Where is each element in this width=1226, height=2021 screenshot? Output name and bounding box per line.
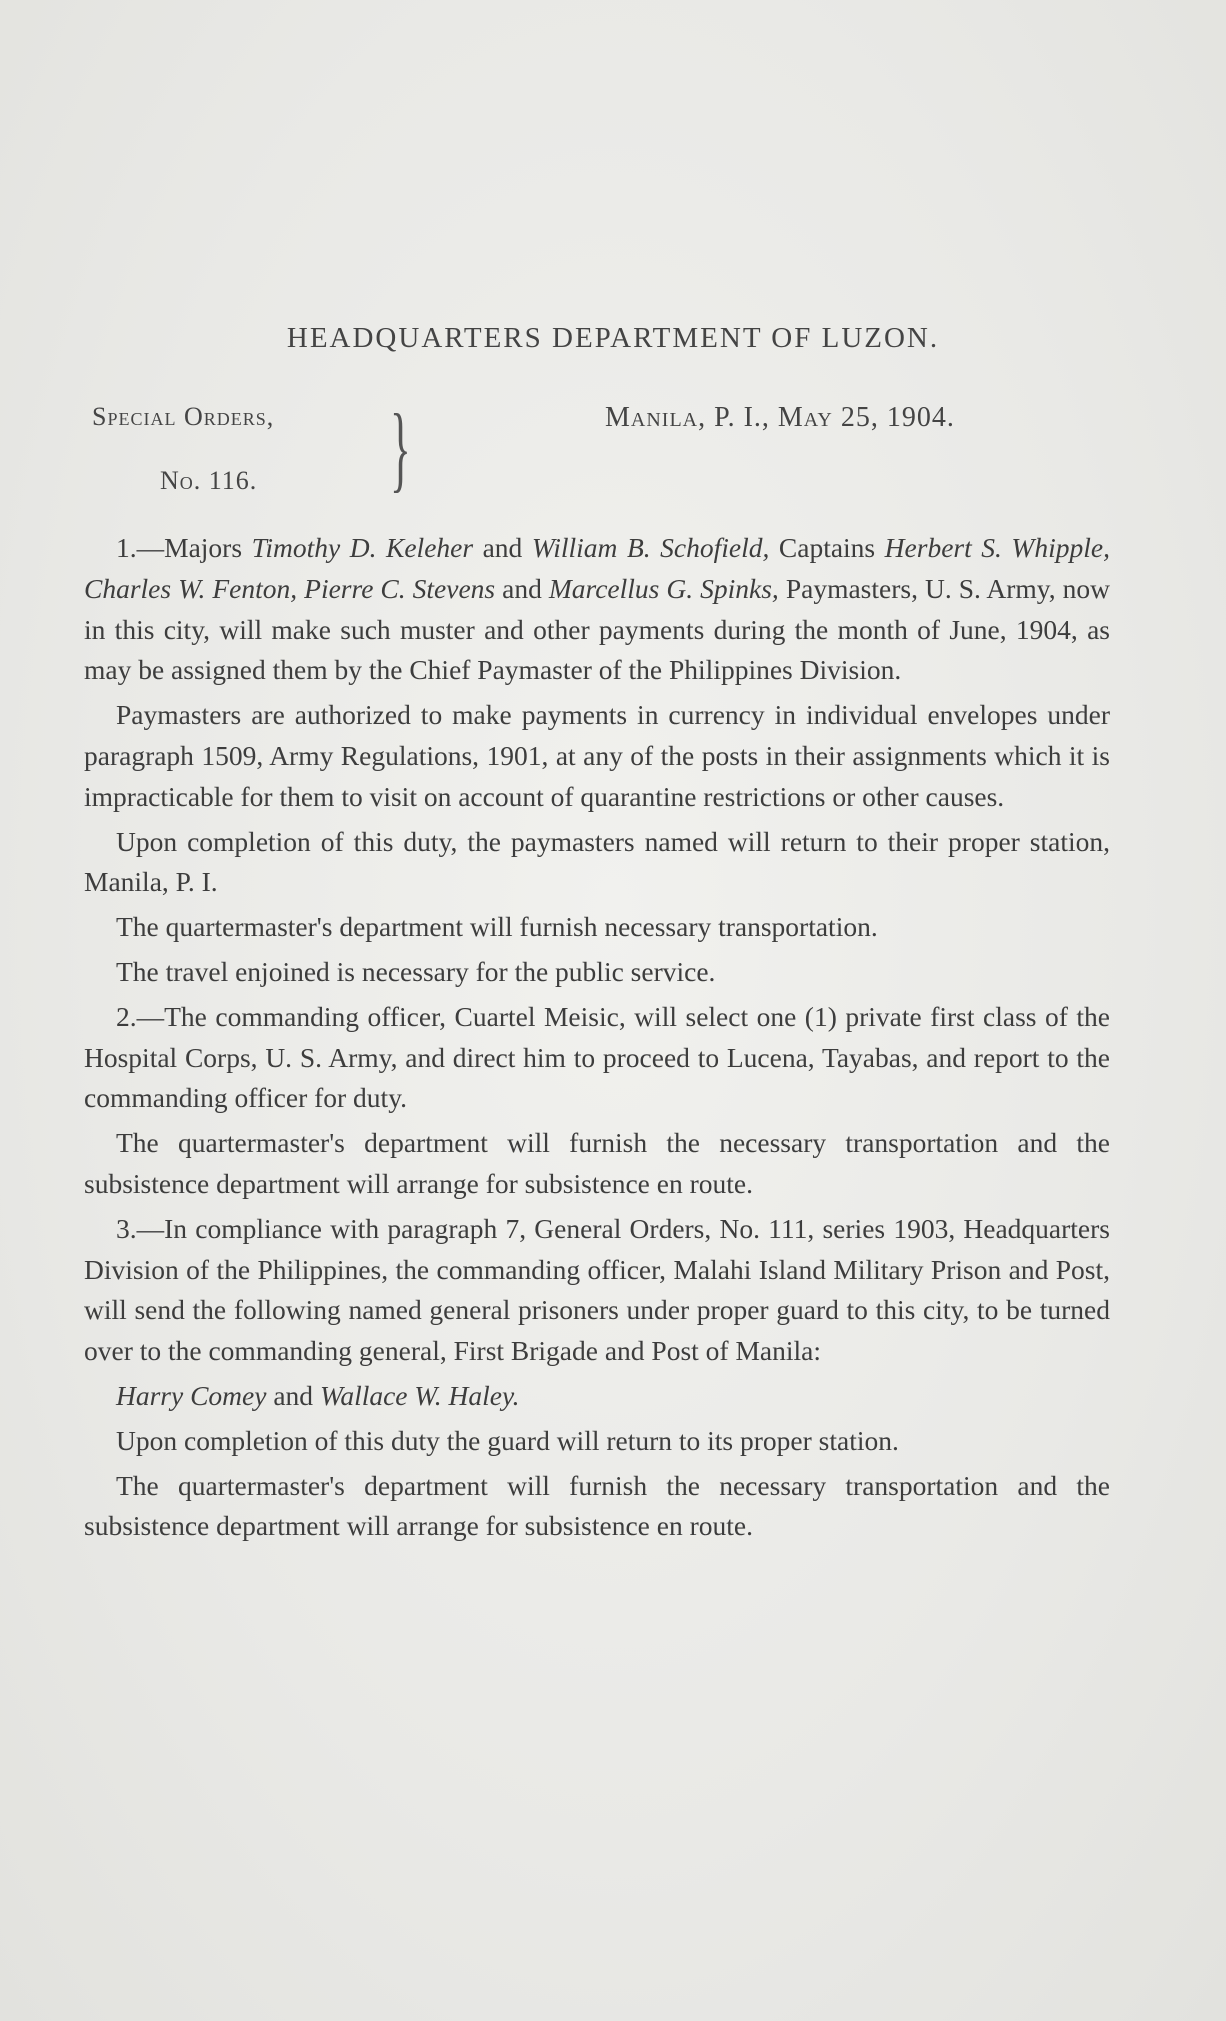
- p1-and-2: and: [495, 572, 549, 604]
- paragraph-2: Paymasters are authorized to make payments in currency in individual envelopes under paragraph 1509, Army Regulations, 1901, at any of the posts in their assignments which it is impracticable for them to visit on account of quarantine restrictions or other causes.: [84, 699, 1110, 812]
- orders-number-text: No. 116.: [160, 466, 258, 495]
- paragraph-1: [84, 528, 1110, 691]
- paragraph-7: The quartermaster's department will furnish the necessary transportation and the subsistence department will arrange for subsistence en route.: [84, 1127, 1110, 1199]
- paragraph-11: The quartermaster's department will furnish the necessary transportation and the subsistence department will arrange for subsistence en route.: [84, 1469, 1110, 1542]
- order-body: [84, 528, 1110, 1551]
- paragraph-5: The travel enjoined is necessary for the public service.: [116, 955, 716, 987]
- paragraph-8: 3.—In compliance with paragraph 7, General Orders, No. 111, series 1903, Headquarters Division of the Philippines, the commanding officer, Malahi Island Military Prison and Post, will send the following named general prisoners under proper guard to this city, to be turned over to the commanding general, First Brigade and Post of Manila:: [84, 1212, 1110, 1367]
- document-heading: HEADQUARTERS DEPARTMENT OF LUZON.: [286, 322, 940, 354]
- paragraph-3: Upon completion of this duty, the paymasters named will return to their proper station, Manila, P. I.: [84, 825, 1110, 898]
- brace-mark: }: [390, 394, 411, 501]
- p9-name-2: Wallace W. Haley.: [319, 1379, 520, 1411]
- paragraph-6: 2.—The commanding officer, Cuartel Meisic, will select one (1) private first class of the Hospital Corps, U. S. Army, and direct him to proceed to Lucena, Tayabas, and report to the commanding officer for duty.: [84, 1000, 1110, 1114]
- paragraph-9: [84, 1376, 1110, 1417]
- dateline-text: Manila, P. I., May 25, 1904.: [605, 402, 955, 433]
- p9-name-1: Harry Comey: [116, 1379, 267, 1411]
- orders-number: [160, 466, 257, 496]
- p1-name-3: Herbert S. Whipple, Charles W. Fenton, Pierre C. Stevens: [84, 532, 1110, 604]
- p1-and-1: and: [473, 532, 532, 563]
- paragraph-4: The quartermaster's department will furnish necessary transportation.: [116, 911, 878, 943]
- dateline: [605, 402, 955, 434]
- p9-and: and: [266, 1379, 320, 1411]
- p1-rest: Paymasters, U. S. Army, now in this city, will make such muster and other payments during the month of June, 1904, as may be assigned them by the Chief Paymaster of the Philippines Division.: [84, 572, 1110, 686]
- p1-captains: Captains: [769, 532, 885, 563]
- paragraph-10: Upon completion of this duty the guard will return to its proper station.: [116, 1424, 899, 1456]
- p1-name-1: Timothy D. Keleher: [251, 532, 474, 563]
- special-orders-text: Special Orders,: [92, 402, 275, 431]
- p1-lead: 1.—Majors: [116, 532, 252, 563]
- p1-name-4: Marcellus G. Spinks,: [548, 572, 779, 604]
- special-orders-label: [92, 402, 274, 432]
- p1-name-2: William B. Schofield,: [531, 532, 770, 563]
